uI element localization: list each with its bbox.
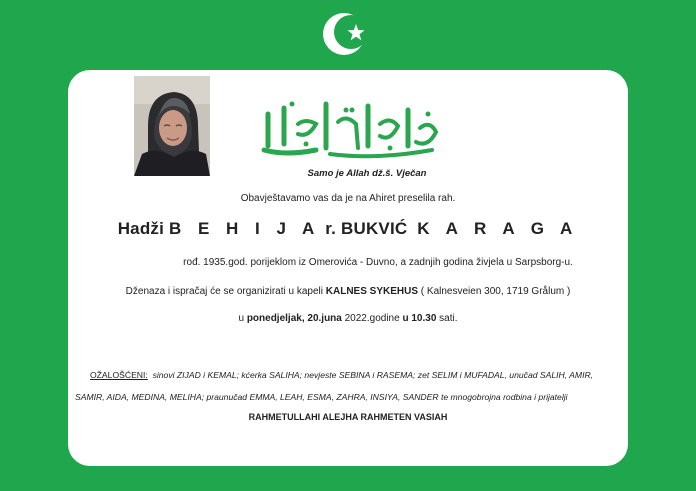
- date-year: 2022.godine: [344, 313, 400, 324]
- date-day: ponedjeljak, 20.juna: [246, 313, 342, 324]
- date-suffix: sati.: [439, 313, 458, 324]
- mourners-line1: sinovi ZIJAD i KEMAL; kćerka SALIHA; nevjeste SEBINA i RASEMA; zet SELIM i MUFADAL, unučad SALIH, AMIR,: [152, 370, 594, 380]
- funeral-date: [68, 313, 628, 324]
- date-time: u 10.30: [402, 313, 437, 324]
- name-middle: r. BUKVIĆ: [325, 219, 408, 238]
- closing-prayer: RAHMETULLAHI ALEJHA RAHMETEN VASIAH: [248, 412, 448, 422]
- date-prefix: u: [238, 313, 245, 324]
- name-prefix: Hadži: [117, 219, 165, 238]
- deceased-name: [68, 219, 628, 239]
- funeral-place: KALNES SYKEHUS: [325, 286, 419, 297]
- mourners-label: OŽALOŠĆENI:: [90, 370, 148, 380]
- name-last: K A R A G A: [417, 219, 579, 238]
- mourners-line2: SAMIR, AIDA, MEDINA, MELIHA; praunučad EMMA, LEAH, ESMA, ZAHRA, INSIYA, SANDER te mnogobrojna rodbina i prijatelji: [75, 392, 568, 402]
- intro-text: Obavještavamo vas da je na Ahiret preselila rah.: [240, 193, 456, 204]
- crescent-star-icon: [318, 8, 378, 60]
- born-text: rođ. 1935.god. porijeklom iz Omerovića - Duvno, a zadnjih godina živjela u Sarpsborg-u.: [183, 257, 573, 268]
- funeral-address: ( Kalnesveien 300, 1719 Grålum ): [420, 286, 571, 297]
- tagline: Samo je Allah dž.š. Vječan: [307, 168, 427, 179]
- funeral-prefix: Dženaza i ispračaj će se organizirati u kapeli: [125, 286, 323, 297]
- funeral-text: [68, 286, 628, 297]
- portrait-photo: [134, 76, 210, 176]
- mourners: [76, 364, 620, 408]
- name-first: B E H I J A: [168, 219, 321, 238]
- arabic-calligraphy-icon: [246, 94, 446, 164]
- obituary-card: [68, 70, 628, 466]
